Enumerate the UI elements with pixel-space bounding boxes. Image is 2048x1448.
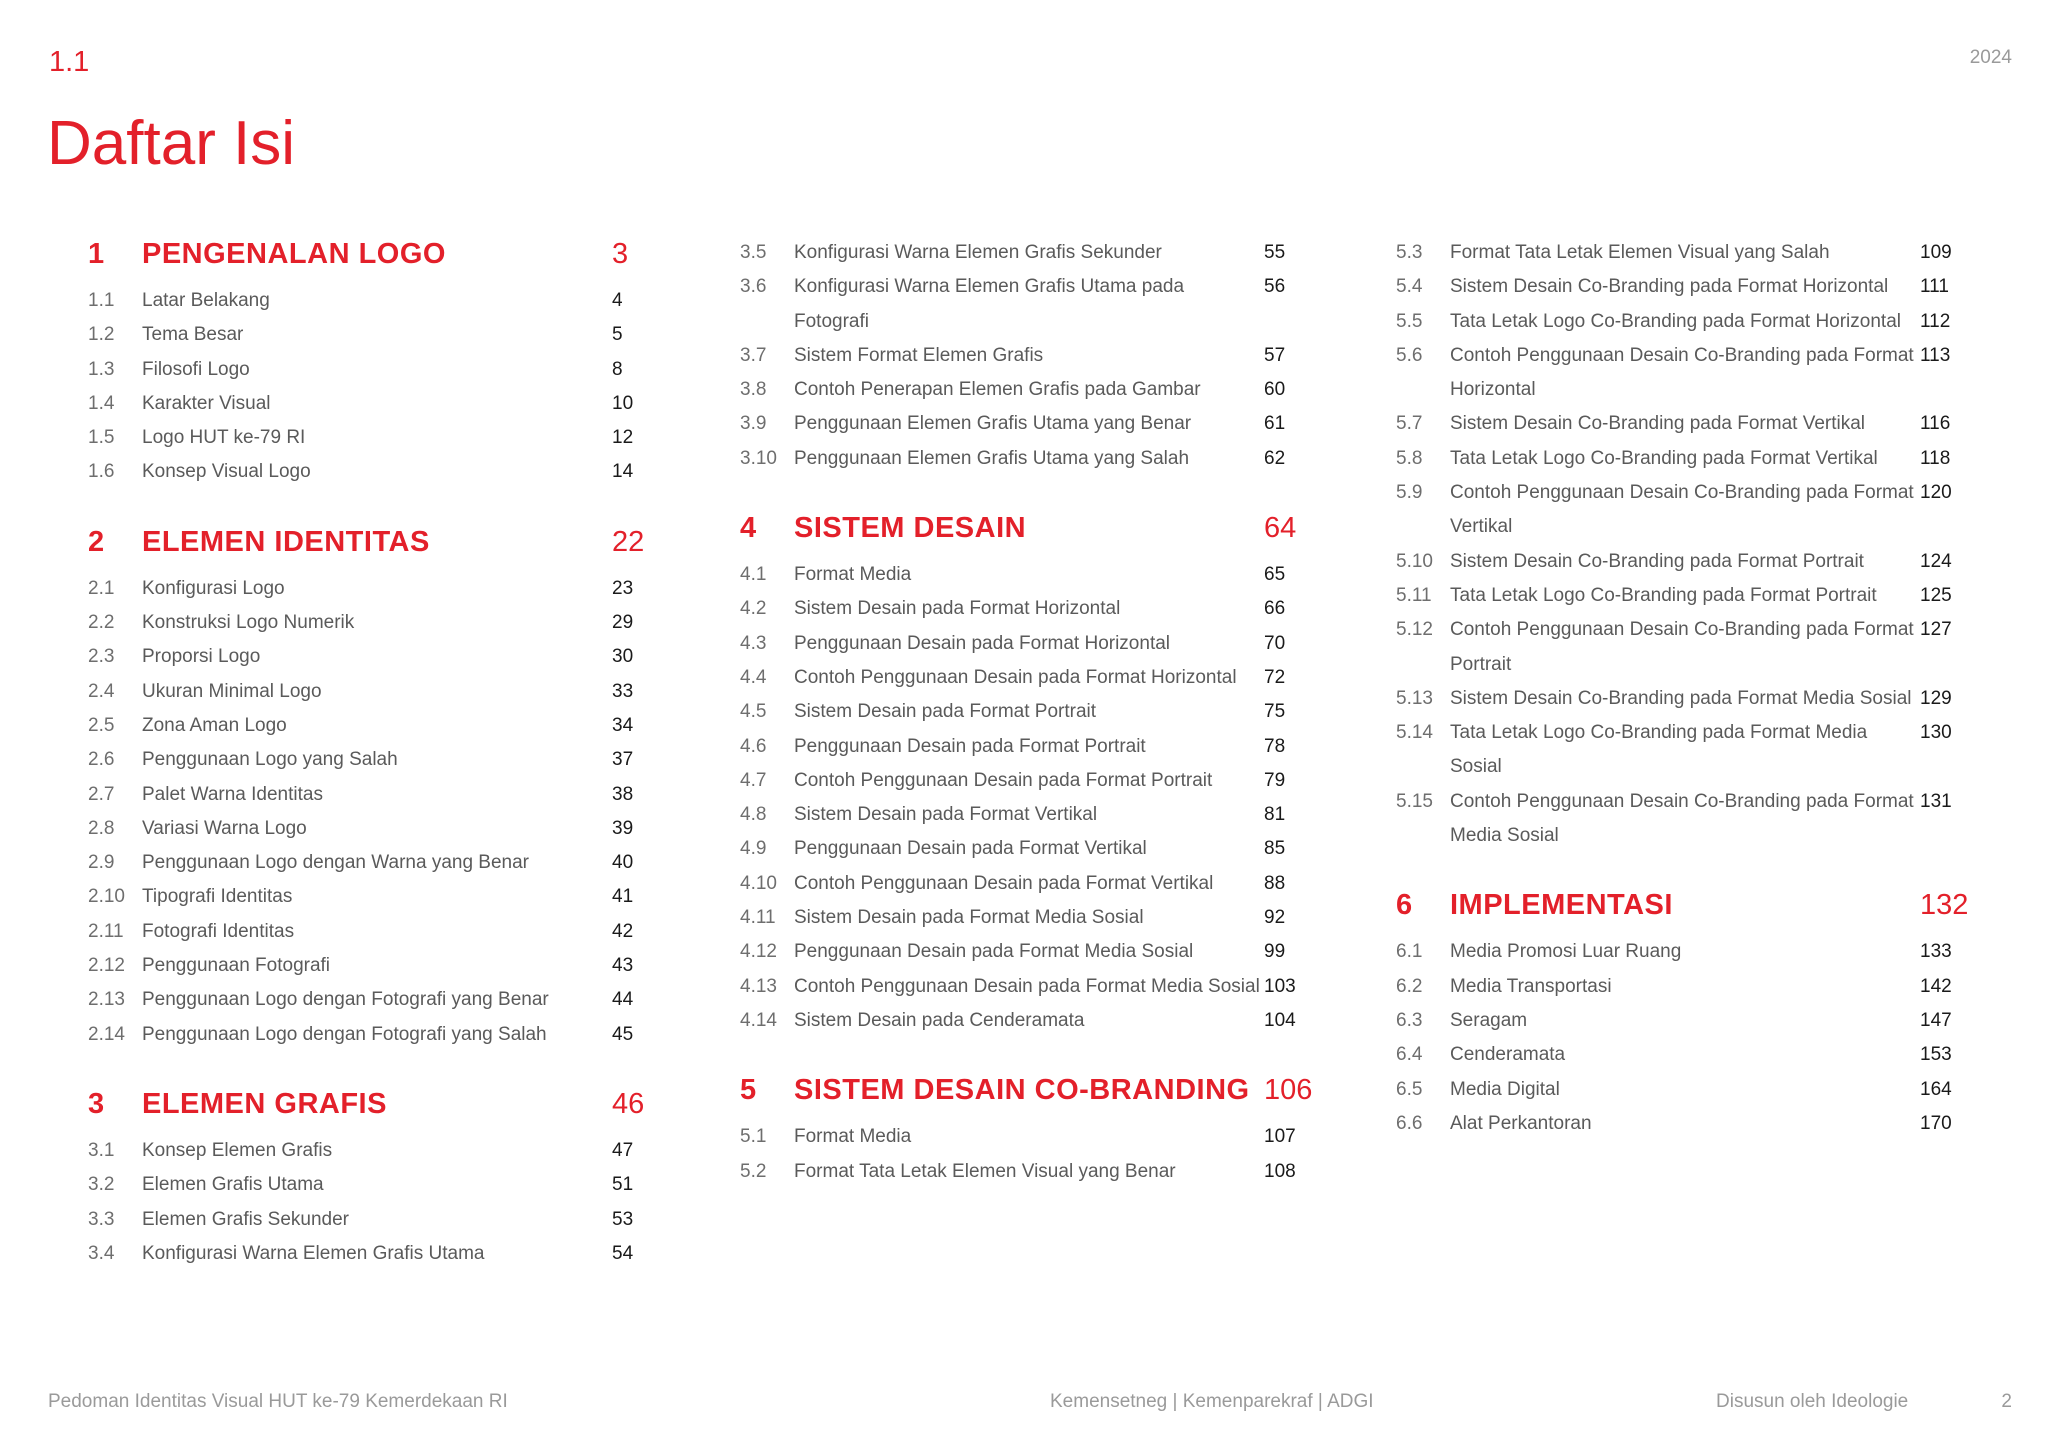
entry-title: Sistem Format Elemen Grafis [794,344,1044,366]
entry-number: 2.11 [88,920,124,942]
entry-title: Contoh Penggunaan Desain Co-Branding pada Format Media Sosial [1450,790,1914,847]
entry-number: 4.5 [740,701,767,723]
entry-title: Contoh Penerapan Elemen Grafis pada Gambar [794,379,1201,401]
toc-entry[interactable] [740,1120,1310,1154]
toc-entry[interactable] [740,236,1310,270]
entry-number: 2.14 [88,1023,125,1045]
entry-number: 1.5 [88,427,115,449]
toc-entry[interactable] [88,572,658,606]
entry-page: 42 [612,920,634,942]
toc-entry[interactable] [1396,442,1966,476]
toc-entry[interactable] [740,901,1310,935]
entry-page: 12 [612,427,634,449]
entry-title: Konfigurasi Warna Elemen Grafis Utama [142,1242,485,1264]
entry-page: 44 [612,989,634,1011]
entry-title: Penggunaan Logo dengan Warna yang Benar [142,852,529,874]
toc-column-2 [740,236,1313,1189]
entry-number: 5.3 [1396,242,1423,263]
entry-number: 6.1 [1396,941,1423,963]
entry-page: 41 [612,886,634,908]
toc-entry[interactable] [740,970,1310,1004]
entry-title: Contoh Penggunaan Desain Co-Branding pada Format Horizontal [1450,344,1914,401]
entry-number: 4.14 [740,1009,777,1031]
toc-entry[interactable] [740,442,1310,476]
entry-page: 125 [1920,584,1952,606]
entry-number: 2.4 [88,680,115,702]
entry-title: Media Digital [1450,1078,1560,1100]
toc-entry[interactable] [88,1237,658,1271]
entry-title: Format Tata Letak Elemen Visual yang Salah [1450,242,1830,263]
entry-title: Tata Letak Logo Co-Branding pada Format Media Sosial [1450,722,1868,778]
entry-title: Penggunaan Logo yang Salah [142,749,398,771]
entry-page: 88 [1264,872,1286,894]
entry-page: 111 [1920,276,1949,298]
section-spacer [88,490,658,524]
entry-page: 14 [612,461,634,483]
entry-number: 1.6 [88,461,115,483]
entry-page: 53 [612,1208,634,1230]
toc-entry[interactable] [740,1155,1310,1189]
entry-number: 3.8 [740,379,767,401]
entry-number: 5.4 [1396,276,1423,298]
entry-number: 2.8 [88,817,115,839]
entry-page: 33 [612,680,634,702]
entry-number: 5.7 [1396,413,1423,435]
toc-entry[interactable] [740,339,1310,373]
footer-publication-title: Pedoman Identitas Visual HUT ke-79 Kemerdekaan RI [48,1391,508,1412]
section-page: 64 [1264,512,1297,545]
entry-number: 2.10 [88,886,125,908]
toc-entry[interactable] [740,764,1310,798]
entry-number: 4.2 [740,598,767,620]
entry-page: 70 [1264,632,1286,654]
entry-page: 75 [1264,701,1286,723]
toc-column-3 [1396,236,1969,1141]
entry-page: 147 [1920,1009,1952,1031]
entry-number: 4.4 [740,666,767,688]
entry-title: Konfigurasi Warna Elemen Grafis Sekunder [794,242,1162,263]
toc-entry[interactable] [1396,935,1966,969]
entry-page: 37 [612,749,634,771]
toc-entry[interactable] [740,867,1310,901]
toc-entry[interactable] [88,606,658,640]
entry-page: 61 [1264,413,1286,435]
entry-number: 4.9 [740,838,767,860]
entry-page: 34 [612,714,634,736]
entry-title: Penggunaan Desain pada Format Media Sosial [794,941,1194,963]
entry-page: 153 [1920,1044,1952,1066]
entry-page: 112 [1920,310,1951,332]
section-page: 46 [612,1087,645,1120]
entry-page: 30 [612,646,634,668]
entry-page: 103 [1264,975,1296,997]
entry-page: 104 [1264,1009,1296,1031]
entry-title: Konfigurasi Logo [142,577,285,599]
section-number: 1.1 [49,46,90,78]
toc-entry[interactable] [1396,682,1966,716]
toc-column-1 [88,236,658,1271]
entry-title: Konsep Elemen Grafis [142,1139,333,1161]
entry-number: 4.10 [740,872,777,894]
entry-title: Tata Letak Logo Co-Branding pada Format Horizontal [1450,310,1901,332]
entry-page: 8 [612,358,623,380]
entry-number: 2.9 [88,852,115,874]
entry-page: 10 [612,392,634,414]
toc-entry[interactable] [1396,613,1966,682]
toc-section-heading[interactable] [88,524,658,560]
toc-entry[interactable] [1396,716,1966,785]
toc-entry[interactable] [1396,579,1966,613]
section-number: 4 [740,512,757,545]
entry-title: Penggunaan Logo dengan Fotografi yang Benar [142,989,549,1011]
toc-entry[interactable] [88,743,658,777]
entry-page: 127 [1920,619,1952,641]
section-page: 132 [1920,889,1969,922]
toc-entry[interactable] [88,455,658,489]
toc-entry[interactable] [88,421,658,455]
toc-entry[interactable] [1396,407,1966,441]
entry-number: 5.6 [1396,344,1423,366]
entry-page: 164 [1920,1078,1952,1100]
entry-number: 5.5 [1396,310,1423,332]
entry-title: Seragam [1450,1009,1528,1031]
entry-number: 2.6 [88,749,115,771]
toc-entry[interactable] [88,387,658,421]
entry-title: Konstruksi Logo Numerik [142,612,355,634]
entry-page: 113 [1920,344,1951,366]
entry-title: Contoh Penggunaan Desain pada Format Vertikal [794,872,1214,894]
entry-page: 129 [1920,687,1952,709]
toc-entry[interactable] [88,318,658,352]
footer-page-number: 2 [2001,1391,2012,1412]
entry-title: Media Promosi Luar Ruang [1450,941,1682,963]
entry-number: 3.5 [740,242,767,263]
entry-number: 5.12 [1396,619,1433,641]
entry-page: 131 [1920,790,1952,812]
toc-entry[interactable] [88,1134,658,1168]
entry-title: Tata Letak Logo Co-Branding pada Format Vertikal [1450,447,1878,469]
entry-number: 5.15 [1396,790,1433,812]
entry-page: 72 [1264,666,1286,688]
entry-page: 79 [1264,769,1286,791]
entry-page: 109 [1920,242,1952,263]
entry-title: Penggunaan Logo dengan Fotografi yang Salah [142,1023,547,1045]
entry-title: Penggunaan Desain pada Format Horizontal [794,632,1171,654]
entry-number: 1.1 [88,290,115,311]
entry-number: 5.14 [1396,722,1433,744]
entry-title: Konfigurasi Warna Elemen Grafis Utama pada Fotografi [794,276,1185,332]
entry-title: Elemen Grafis Sekunder [142,1208,349,1230]
toc-entry[interactable] [740,627,1310,661]
toc-entry[interactable] [740,270,1310,339]
toc-entry[interactable] [88,1018,658,1052]
entry-title: Penggunaan Desain pada Format Vertikal [794,838,1147,860]
entry-number: 4.6 [740,735,767,757]
entry-number: 2.5 [88,714,115,736]
entry-page: 107 [1264,1126,1296,1148]
entry-page: 51 [612,1174,634,1196]
entry-number: 1.3 [88,358,115,380]
entry-title: Format Tata Letak Elemen Visual yang Benar [794,1160,1176,1182]
entry-title: Elemen Grafis Utama [142,1174,324,1196]
entry-title: Tipografi Identitas [142,886,293,908]
entry-title: Sistem Desain Co-Branding pada Format Media Sosial [1450,687,1912,709]
toc-entry[interactable] [88,812,658,846]
footer-credit: Disusun oleh Ideologie [1716,1391,1909,1412]
entry-number: 2.3 [88,646,115,668]
section-spacer [1396,853,1966,887]
entry-title: Sistem Desain Co-Branding pada Format Vertikal [1450,413,1866,435]
toc-entry[interactable] [88,880,658,914]
toc-entry[interactable] [1396,339,1966,408]
entry-title: Filosofi Logo [142,358,250,380]
entry-title: Karakter Visual [142,392,271,414]
toc-entry[interactable] [88,353,658,387]
entry-page: 4 [612,290,623,311]
toc-entry[interactable] [740,798,1310,832]
entry-title: Format Media [794,1126,912,1148]
entry-page: 99 [1264,941,1286,963]
toc-entry[interactable] [740,832,1310,866]
entry-page: 47 [612,1139,634,1161]
section-page: 3 [612,238,629,270]
toc-entry[interactable] [88,949,658,983]
entry-number: 6.6 [1396,1112,1423,1134]
toc-entry[interactable] [1396,970,1966,1004]
section-title: PENGENALAN LOGO [142,238,446,270]
entry-page: 40 [612,852,634,874]
toc-entry[interactable] [88,983,658,1017]
entry-number: 6.3 [1396,1009,1423,1031]
toc-entry[interactable] [88,846,658,880]
entry-title: Sistem Desain Co-Branding pada Format Portrait [1450,550,1864,572]
toc-entry[interactable] [740,407,1310,441]
entry-title: Media Transportasi [1450,975,1612,997]
entry-page: 116 [1920,413,1951,435]
entry-page: 65 [1264,564,1286,586]
toc-entry[interactable] [88,915,658,949]
entry-number: 1.4 [88,392,115,414]
section-title: SISTEM DESAIN [794,512,1027,545]
toc-entry[interactable] [740,1004,1310,1038]
toc-entry[interactable] [740,558,1310,592]
entry-title: Sistem Desain pada Format Media Sosial [794,907,1144,929]
entry-page: 85 [1264,838,1286,860]
entry-title: Tata Letak Logo Co-Branding pada Format Portrait [1450,584,1877,606]
entry-number: 2.7 [88,783,115,805]
entry-number: 5.9 [1396,482,1423,504]
section-number: 5 [740,1074,757,1107]
entry-number: 2.12 [88,955,125,977]
entry-title: Cenderamata [1450,1044,1566,1066]
entry-page: 118 [1920,447,1951,469]
entry-title: Sistem Desain pada Format Horizontal [794,598,1121,620]
entry-page: 60 [1264,379,1286,401]
entry-number: 5.2 [740,1160,767,1182]
entry-title: Format Media [794,564,912,586]
section-title: ELEMEN IDENTITAS [142,525,430,558]
toc-entry[interactable] [88,778,658,812]
entry-number: 3.1 [88,1139,115,1161]
toc-entry[interactable] [1396,1073,1966,1107]
entry-number: 4.8 [740,804,767,826]
entry-title: Contoh Penggunaan Desain pada Format Media Sosial [794,975,1260,997]
section-page: 22 [612,525,645,558]
entry-page: 124 [1920,550,1952,572]
entry-number: 4.11 [740,907,776,929]
entry-page: 142 [1920,975,1952,997]
section-spacer [740,476,1310,510]
entry-page: 130 [1920,722,1952,744]
entry-page: 29 [612,612,634,634]
entry-page: 62 [1264,447,1286,469]
entry-title: Sistem Desain Co-Branding pada Format Horizontal [1450,276,1889,298]
section-title: ELEMEN GRAFIS [142,1087,387,1120]
entry-title: Contoh Penggunaan Desain pada Format Portrait [794,769,1213,791]
toc-entry[interactable] [88,675,658,709]
section-spacer [740,1038,1310,1072]
entry-title: Sistem Desain pada Format Vertikal [794,804,1098,826]
entry-page: 23 [612,577,634,599]
entry-number: 4.7 [740,769,767,791]
toc-entry[interactable] [740,373,1310,407]
entry-page: 38 [612,783,634,805]
toc-entry[interactable] [88,1168,658,1202]
entry-page: 43 [612,955,634,977]
entry-number: 5.8 [1396,447,1423,469]
entry-title: Penggunaan Fotografi [142,955,331,977]
toc-entry[interactable] [1396,1004,1966,1038]
entry-page: 120 [1920,482,1952,504]
entry-page: 54 [612,1242,634,1264]
entry-number: 5.10 [1396,550,1433,572]
header-year: 2024 [1969,47,2012,68]
entry-number: 3.10 [740,447,777,469]
entry-title: Sistem Desain pada Format Portrait [794,701,1097,723]
entry-page: 57 [1264,344,1286,366]
toc-entry[interactable] [740,592,1310,626]
section-number: 6 [1396,889,1413,922]
entry-number: 4.12 [740,941,777,963]
entry-page: 45 [612,1023,634,1045]
entry-title: Penggunaan Desain pada Format Portrait [794,735,1146,757]
entry-page: 78 [1264,735,1286,757]
entry-title: Contoh Penggunaan Desain Co-Branding pada Format Vertikal [1450,482,1914,538]
toc-section-heading[interactable] [1396,887,1969,923]
entry-number: 3.4 [88,1242,115,1264]
section-number: 3 [88,1087,105,1120]
entry-number: 4.1 [740,564,767,586]
toc-entry[interactable] [740,695,1310,729]
entry-page: 56 [1264,276,1286,298]
section-number: 1 [88,238,105,270]
entry-number: 4.13 [740,975,777,997]
entry-number: 5.1 [740,1126,767,1148]
toc-entry[interactable] [1396,785,1966,854]
toc-entry[interactable] [1396,1038,1966,1072]
entry-title: Contoh Penggunaan Desain Co-Branding pada Format Portrait [1450,619,1914,675]
toc-entry[interactable] [1396,1107,1966,1141]
entry-number: 6.2 [1396,975,1423,997]
toc-entry[interactable] [740,661,1310,695]
entry-number: 3.3 [88,1208,115,1230]
section-number: 2 [88,525,105,558]
entry-number: 2.2 [88,612,115,634]
entry-title: Ukuran Minimal Logo [142,680,322,702]
entry-number: 1.2 [88,324,115,346]
toc-section-heading[interactable] [88,236,658,272]
entry-title: Contoh Penggunaan Desain pada Format Horizontal [794,666,1237,688]
toc-entry[interactable] [1396,305,1966,339]
toc-entry[interactable] [88,709,658,743]
toc-entry[interactable] [740,935,1310,969]
toc-entry[interactable] [740,730,1310,764]
entry-page: 81 [1264,804,1286,826]
entry-title: Tema Besar [142,324,244,346]
entry-title: Sistem Desain pada Cenderamata [794,1009,1085,1031]
entry-title: Latar Belakang [142,290,270,311]
section-title: IMPLEMENTASI [1450,889,1673,922]
entry-number: 5.13 [1396,687,1433,709]
entry-title: Variasi Warna Logo [142,817,307,839]
entry-number: 2.13 [88,989,125,1011]
entry-page: 66 [1264,598,1286,620]
section-title: SISTEM DESAIN CO-BRANDING [794,1074,1250,1107]
section-page: 106 [1264,1074,1313,1107]
toc-entry[interactable] [88,1203,658,1237]
entry-number: 3.6 [740,276,767,298]
entry-page: 133 [1920,941,1952,963]
entry-title: Penggunaan Elemen Grafis Utama yang Salah [794,447,1190,469]
entry-number: 2.1 [88,577,115,599]
toc-entry[interactable] [88,640,658,674]
toc-entry[interactable] [88,284,658,318]
toc-section-heading[interactable] [740,510,1310,546]
entry-number: 6.4 [1396,1044,1423,1066]
footer-organizations: Kemensetneg | Kemenparekraf | ADGI [1050,1391,1374,1412]
entry-page: 39 [612,817,634,839]
entry-page: 108 [1264,1160,1296,1182]
toc-section-heading[interactable] [740,1072,1313,1108]
entry-page: 55 [1264,242,1286,263]
entry-title: Konsep Visual Logo [142,461,311,483]
entry-number: 3.9 [740,413,767,435]
entry-title: Penggunaan Elemen Grafis Utama yang Benar [794,413,1192,435]
section-spacer [88,1052,658,1086]
entry-number: 3.7 [740,344,767,366]
toc-entry[interactable] [1396,476,1966,545]
entry-number: 5.11 [1396,584,1432,606]
entry-title: Palet Warna Identitas [142,783,323,805]
entry-number: 3.2 [88,1174,115,1196]
entry-page: 170 [1920,1112,1952,1134]
entry-title: Zona Aman Logo [142,714,287,736]
entry-page: 92 [1264,907,1286,929]
entry-title: Logo HUT ke-79 RI [142,427,306,449]
toc-entry[interactable] [1396,270,1966,304]
entry-number: 4.3 [740,632,767,654]
toc-entry[interactable] [1396,236,1966,270]
toc-entry[interactable] [1396,545,1966,579]
entry-number: 6.5 [1396,1078,1423,1100]
entry-title: Fotografi Identitas [142,920,295,942]
entry-title: Alat Perkantoran [1450,1112,1592,1134]
page-title: Daftar Isi [47,109,296,178]
toc-section-heading[interactable] [88,1086,658,1122]
entry-title: Proporsi Logo [142,646,261,668]
entry-page: 5 [612,324,623,346]
